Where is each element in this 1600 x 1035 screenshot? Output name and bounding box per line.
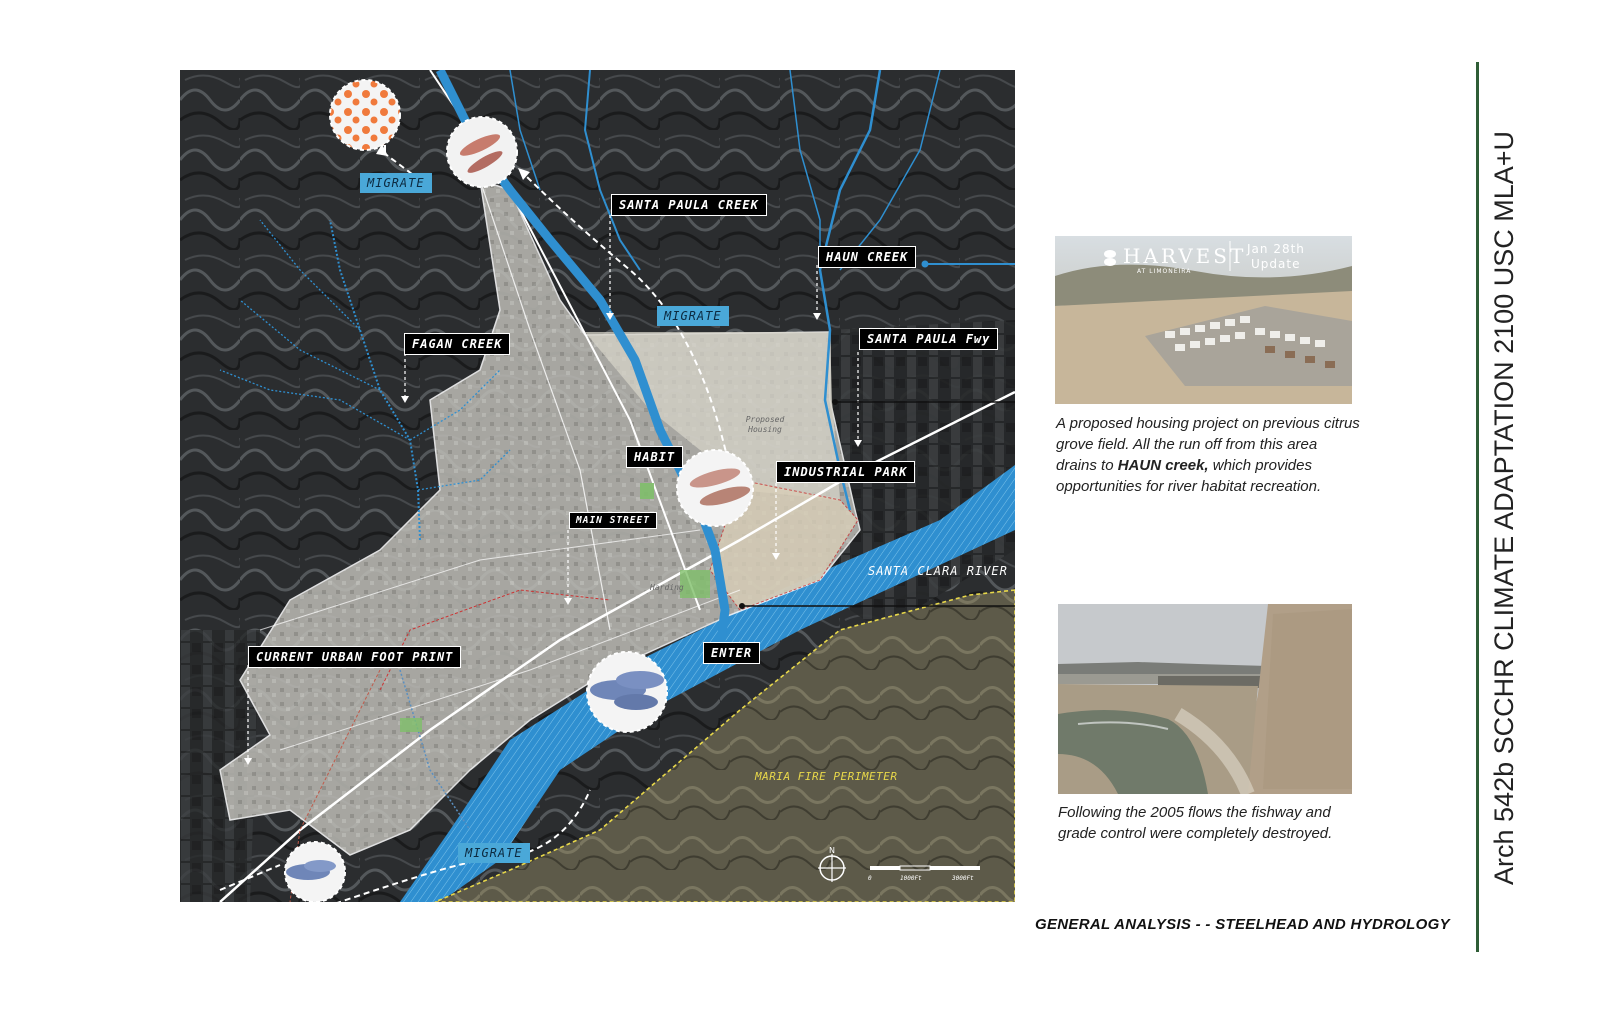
steelhead-fish-icon — [677, 450, 753, 526]
scale-label-0: 0 — [868, 875, 872, 882]
proposed-housing-label-1: Proposed — [745, 415, 785, 424]
update-date: Jan 28th — [1247, 242, 1305, 256]
santa-paula-fwy-label: SANTA PAULA Fwy — [859, 328, 998, 350]
north-label: N — [829, 846, 835, 855]
side-title-text: Arch 542b SCCHR CLIMATE ADAPTATION 2100 USC MLA+U — [1489, 131, 1519, 885]
maria-fire-perimeter-label: MARIA FIRE PERIMETER — [755, 770, 898, 783]
current-urban-foot-print-label: CURRENT URBAN FOOT PRINT — [248, 646, 461, 668]
footer-title: GENERAL ANALYSIS - - STEELHEAD AND HYDROLOGY — [1035, 916, 1450, 933]
fishway-caption: Following the 2005 flows the fishway and grade control were completely destroyed. — [1058, 804, 1333, 842]
fishway-photo-image — [1058, 604, 1352, 794]
migrate-label-top: MIGRATE — [360, 173, 432, 193]
update-label: Update — [1251, 257, 1301, 271]
santa-clara-river-label: SANTA CLARA RIVER — [868, 564, 1008, 578]
steelhead-fish-icon — [447, 117, 517, 187]
housing-caption-after: which provides opportunities for river habitat recreation. — [1056, 457, 1322, 495]
main-street-label: MAIN STREET — [569, 512, 657, 529]
enter-label: ENTER — [703, 642, 760, 664]
fishway-photo — [1058, 604, 1352, 794]
park-label: Harding — [650, 583, 684, 592]
santa-paula-creek-label: SANTA PAULA CREEK — [611, 194, 767, 216]
hydrology-map — [180, 70, 1015, 902]
harvest-brand-sub: AT LIMONEIRA — [1137, 268, 1192, 275]
migrate-label-middle: MIGRATE — [657, 306, 729, 326]
steelhead-fish-icon — [587, 652, 667, 732]
fagan-creek-label: FAGAN CREEK — [404, 333, 510, 355]
scale-label-1000: 1000Ft — [900, 875, 922, 882]
harvest-housing-photo — [1055, 236, 1352, 404]
housing-caption — [1056, 413, 1361, 497]
housing-caption-before: A proposed housing project on previous citrus grove field. All the run off from this area drains to — [1056, 415, 1360, 474]
side-title — [1455, 130, 1535, 890]
haun-creek-label: HAUN CREEK — [818, 246, 916, 268]
fish-eggs-icon — [330, 80, 400, 150]
steelhead-fish-icon — [285, 842, 345, 902]
scale-label-3000: 3000Ft — [952, 875, 974, 882]
proposed-housing-label-2: Housing — [748, 425, 782, 434]
migrate-label-bottom: MIGRATE — [458, 843, 530, 863]
housing-caption-bold: HAUN creek, — [1117, 457, 1209, 474]
industrial-park-label: INDUSTRIAL PARK — [776, 461, 915, 483]
habit-label: HABIT — [626, 446, 683, 468]
harvest-brand: HARVEST — [1123, 244, 1247, 268]
